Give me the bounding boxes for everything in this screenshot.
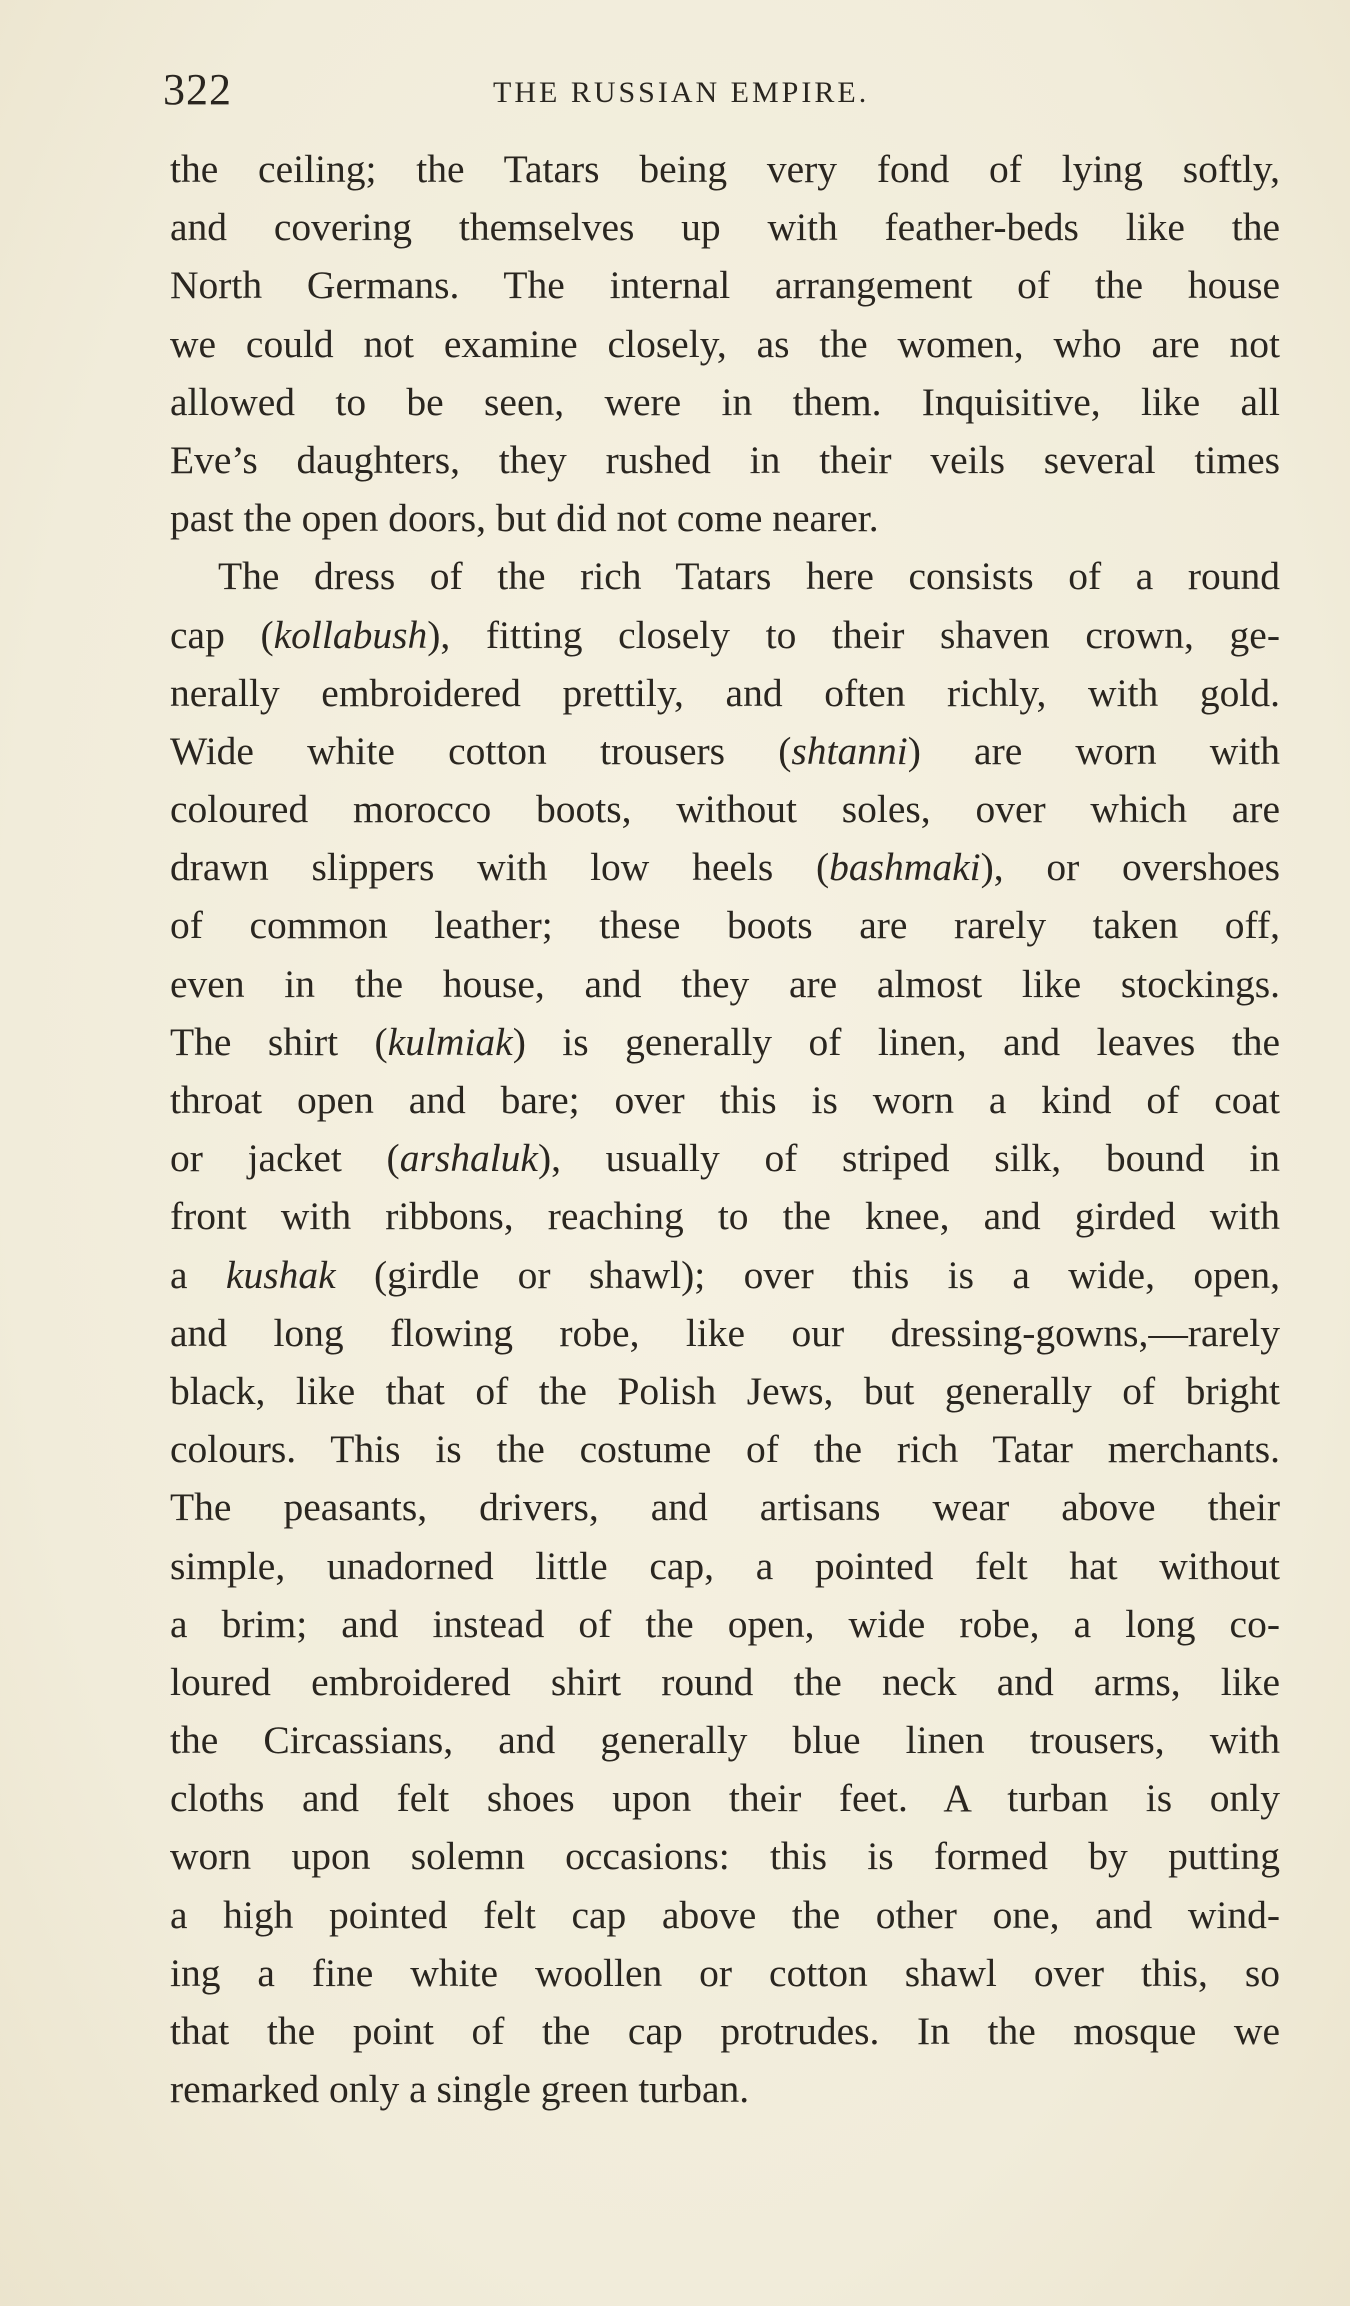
text-line: simple, unadorned little cap, a pointed felt hat without (170, 1543, 1280, 1588)
text-line: The peasants, drivers, and artisans wear above their (170, 1485, 1280, 1530)
text-line: and long flowing robe, like our dressing-gowns,—rarely (170, 1310, 1280, 1355)
text-line: North Germans. The internal arrangement of the house (170, 263, 1280, 308)
text-line: the ceiling; the Tatars being very fond of lying softly, (170, 147, 1280, 191)
text-line: a high pointed felt cap above the other one, and wind- (170, 1892, 1280, 1937)
running-title: THE RUSSIAN EMPIRE. (493, 76, 870, 109)
text-line: of common leather; these boots are rarely taken off, (170, 903, 1280, 948)
text-line: and covering themselves up with feather-beds like the (170, 205, 1280, 250)
text-line: we could not examine closely, as the women, who are not (170, 321, 1280, 366)
text-line: worn upon solemn occasions: this is formed by putting (170, 1834, 1280, 1879)
text-line: that the point of the cap protrudes. In the mosque we (170, 2009, 1280, 2053)
paragraph (170, 140, 1280, 547)
text-line: The shirt (kulmiak) is generally of linen, and leaves the (170, 1019, 1280, 1064)
page-number: 322 (163, 65, 232, 114)
text-line: throat open and bare; over this is worn a kind of coat (170, 1078, 1280, 1122)
text-line: black, like that of the Polish Jews, but generally of bright (170, 1368, 1280, 1413)
text-line: a kushak (girdle or shawl); over this is a wide, open, (170, 1252, 1280, 1297)
text-line: loured embroidered shirt round the neck and arms, like (170, 1659, 1280, 1704)
text-line: cap (kollabush), fitting closely to their shaven crown, ge- (170, 612, 1280, 657)
text-line: coloured morocco boots, without soles, over which are (170, 787, 1280, 832)
text-line: or jacket (arshaluk), usually of striped silk, bound in (170, 1136, 1280, 1181)
text-line: a brim; and instead of the open, wide robe, a long co- (170, 1601, 1280, 1646)
text-line: Eve’s daughters, they rushed in their veils several times (170, 437, 1280, 482)
text-line: ing a fine white woollen or cotton shawl over this, so (170, 1950, 1280, 1995)
text-line: drawn slippers with low heels (bashmaki), or overshoes (170, 845, 1280, 890)
italic-term: kollabush (273, 612, 428, 657)
text-line: remarked only a single green turban. (170, 2067, 750, 2112)
text-line: allowed to be seen, were in them. Inquisitive, like all (170, 379, 1280, 424)
text-line: Wide white cotton trousers (shtanni) are worn with (170, 728, 1281, 773)
text-line: past the open doors, but did not come nearer. (170, 496, 879, 541)
italic-term: kushak (225, 1252, 336, 1297)
text-line: cloths and felt shoes upon their feet. A turban is only (170, 1776, 1280, 1821)
text-line: colours. This is the costume of the rich Tatar merchants. (170, 1427, 1280, 1472)
italic-term: kulmiak (387, 1019, 513, 1064)
text-line: even in the house, and they are almost like stockings. (170, 961, 1280, 1006)
paragraph (170, 547, 1280, 2118)
text-line: nerally embroidered prettily, and often richly, with gold. (170, 670, 1280, 715)
running-head (163, 64, 1283, 114)
text-line: the Circassians, and generally blue linen trousers, with (170, 1718, 1280, 1763)
body-text (170, 140, 1280, 2118)
text-line: The dress of the rich Tatars here consists of a round (218, 554, 1280, 599)
italic-term: arshaluk (399, 1136, 538, 1181)
text-line: front with ribbons, reaching to the knee, and girded with (170, 1194, 1280, 1239)
italic-term: bashmaki (829, 845, 981, 890)
italic-term: shtanni (791, 728, 908, 773)
